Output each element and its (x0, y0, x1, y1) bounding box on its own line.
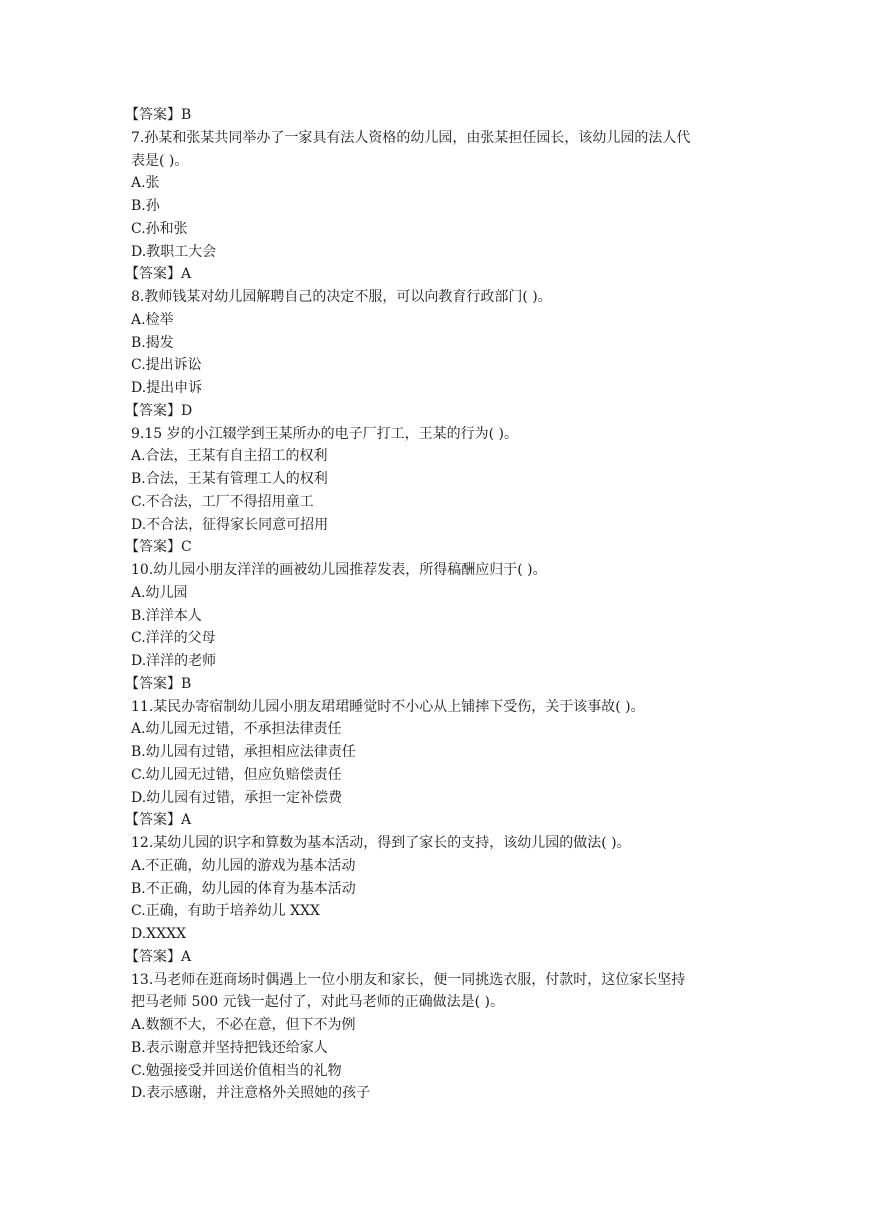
question-line: 11.某民办寄宿制幼儿园小朋友珺珺睡觉时不小心从上铺摔下受伤，关于该事故( )。 (131, 698, 645, 715)
option-line: A.不正确，幼儿园的游戏为基本活动 (131, 857, 356, 874)
question-line: 10.幼儿园小朋友洋洋的画被幼儿园推荐发表，所得稿酬应归于( )。 (131, 562, 547, 578)
option-line: C.正确，有助于培养幼儿 XXX (131, 903, 321, 920)
option-line: D.幼儿园有过错，承担一定补偿费 (131, 789, 343, 806)
option-line: C.提出诉讼 (131, 357, 202, 374)
option-line: D.XXXX (131, 926, 187, 942)
option-line: D.表示感谢，并注意格外关照她的孩子 (131, 1085, 371, 1102)
question-line: 12.某幼儿园的识字和算数为基本活动，得到了家长的支持，该幼儿园的做法( )。 (131, 835, 631, 851)
option-line: B.幼儿园有过错，承担相应法律责任 (131, 744, 356, 760)
option-line: C.勉强接受并回送价值相当的礼物 (131, 1062, 342, 1079)
answer-line: 【答案】A (125, 266, 192, 283)
question-line: 13.马老师在逛商场时偶遇上一位小朋友和家长，便一同挑选衣服，付款时，这位家长坚持 (131, 971, 686, 988)
option-line: B.不正确，幼儿园的体育为基本活动 (131, 880, 356, 897)
option-line: A.张 (131, 175, 160, 192)
option-line: B.表示谢意并坚持把钱还给家人 (131, 1039, 328, 1056)
option-line: B.洋洋本人 (131, 607, 202, 624)
document-body (125, 104, 751, 1105)
option-line: A.幼儿园无过错，不承担法律责任 (131, 721, 342, 738)
question-line: 表是( )。 (131, 152, 189, 169)
option-line: D.提出申诉 (131, 380, 203, 396)
answer-line: 【答案】A (125, 948, 192, 965)
option-line: D.不合法，征得家长同意可招用 (131, 516, 329, 533)
option-line: C.洋洋的父母 (131, 630, 216, 647)
option-line: C.幼儿园无过错，但应负赔偿责任 (131, 766, 342, 783)
answer-line: 【答案】B (125, 107, 192, 123)
answer-line: 【答案】B (125, 675, 192, 692)
option-line: D.洋洋的老师 (131, 653, 217, 669)
option-line: C.不合法，工厂不得招用童工 (131, 493, 314, 510)
option-line: B.合法，王某有管理工人的权利 (131, 471, 328, 487)
answer-line: 【答案】D (125, 402, 193, 419)
question-line: 7.孙某和张某共同举办了一家具有法人资格的幼儿园，由张某担任园长，该幼儿园的法人代 (131, 129, 691, 146)
question-line: 9.15 岁的小江辍学到王某所办的电子厂打工，王某的行为( )。 (131, 425, 518, 442)
option-line: A.合法，王某有自主招工的权利 (131, 448, 328, 465)
option-line: B.揭发 (131, 334, 174, 351)
question-line: 把马老师 500 元钱一起付了，对此马老师的正确做法是( )。 (131, 994, 504, 1011)
option-line: A.数额不大，不必在意，但下不为例 (131, 1017, 356, 1033)
option-line: A.幼儿园 (131, 584, 188, 601)
option-line: B.孙 (131, 198, 160, 214)
option-line: D.教职工大会 (131, 243, 217, 260)
question-line: 8.教师钱某对幼儿园解聘自己的决定不服，可以向教育行政部门( )。 (131, 289, 552, 305)
option-line: C.孙和张 (131, 220, 188, 237)
answer-line: 【答案】C (125, 539, 192, 556)
answer-line: 【答案】A (125, 812, 192, 829)
option-line: A.检举 (131, 311, 174, 328)
